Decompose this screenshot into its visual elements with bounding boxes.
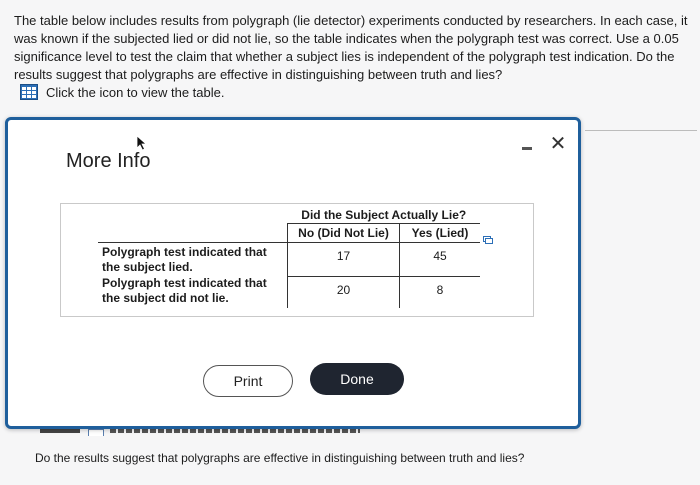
dialog-title: More Info (66, 150, 151, 172)
copy-table-icon[interactable] (483, 231, 493, 239)
divider (585, 130, 697, 131)
view-table-label[interactable]: Click the icon to view the table. (46, 84, 225, 100)
table-grid-icon[interactable] (20, 84, 38, 100)
view-table-link[interactable] (20, 84, 224, 100)
table-frame (60, 203, 534, 317)
column-group-header: Did the Subject Actually Lie? (288, 207, 481, 224)
table-cell: 17 (288, 243, 400, 277)
print-button[interactable]: Print (203, 365, 293, 397)
more-info-dialog (5, 117, 581, 429)
column-header-no: No (Did Not Lie) (288, 224, 400, 243)
table-cell: 45 (400, 243, 481, 277)
table-cell: 8 (436, 282, 444, 297)
mouse-cursor-icon (136, 135, 150, 151)
minimize-icon[interactable] (522, 143, 534, 153)
row-label: Polygraph test indicated that the subject did not lie. (98, 276, 288, 308)
close-icon[interactable]: ✕ (549, 133, 567, 155)
answer-box[interactable] (88, 429, 104, 436)
contingency-table (98, 207, 480, 308)
question-text: The table below includes results from polygraph (lie detector) experiments conducted by researchers. In each case, it was known if the subjected lied or did not lie, so the table indicates when the polygraph test was correct. Use a 0.05 significance level to test the claim that whether a subject lies is independent of the polygraph test indication. Do the results suggest that polygraphs are effective in distinguishing between truth and lies? (14, 13, 688, 82)
row-label: Polygraph test indicated that the subject lied. (98, 243, 288, 277)
table-cell: 20 (288, 276, 400, 308)
followup-question: Do the results suggest that polygraphs are effective in distinguishing between truth and lies? (35, 451, 525, 465)
column-header-yes: Yes (Lied) (411, 226, 469, 240)
table-row (98, 243, 480, 277)
done-button[interactable]: Done (310, 363, 404, 395)
obscured-answer-area (40, 428, 370, 436)
table-row (98, 276, 480, 308)
